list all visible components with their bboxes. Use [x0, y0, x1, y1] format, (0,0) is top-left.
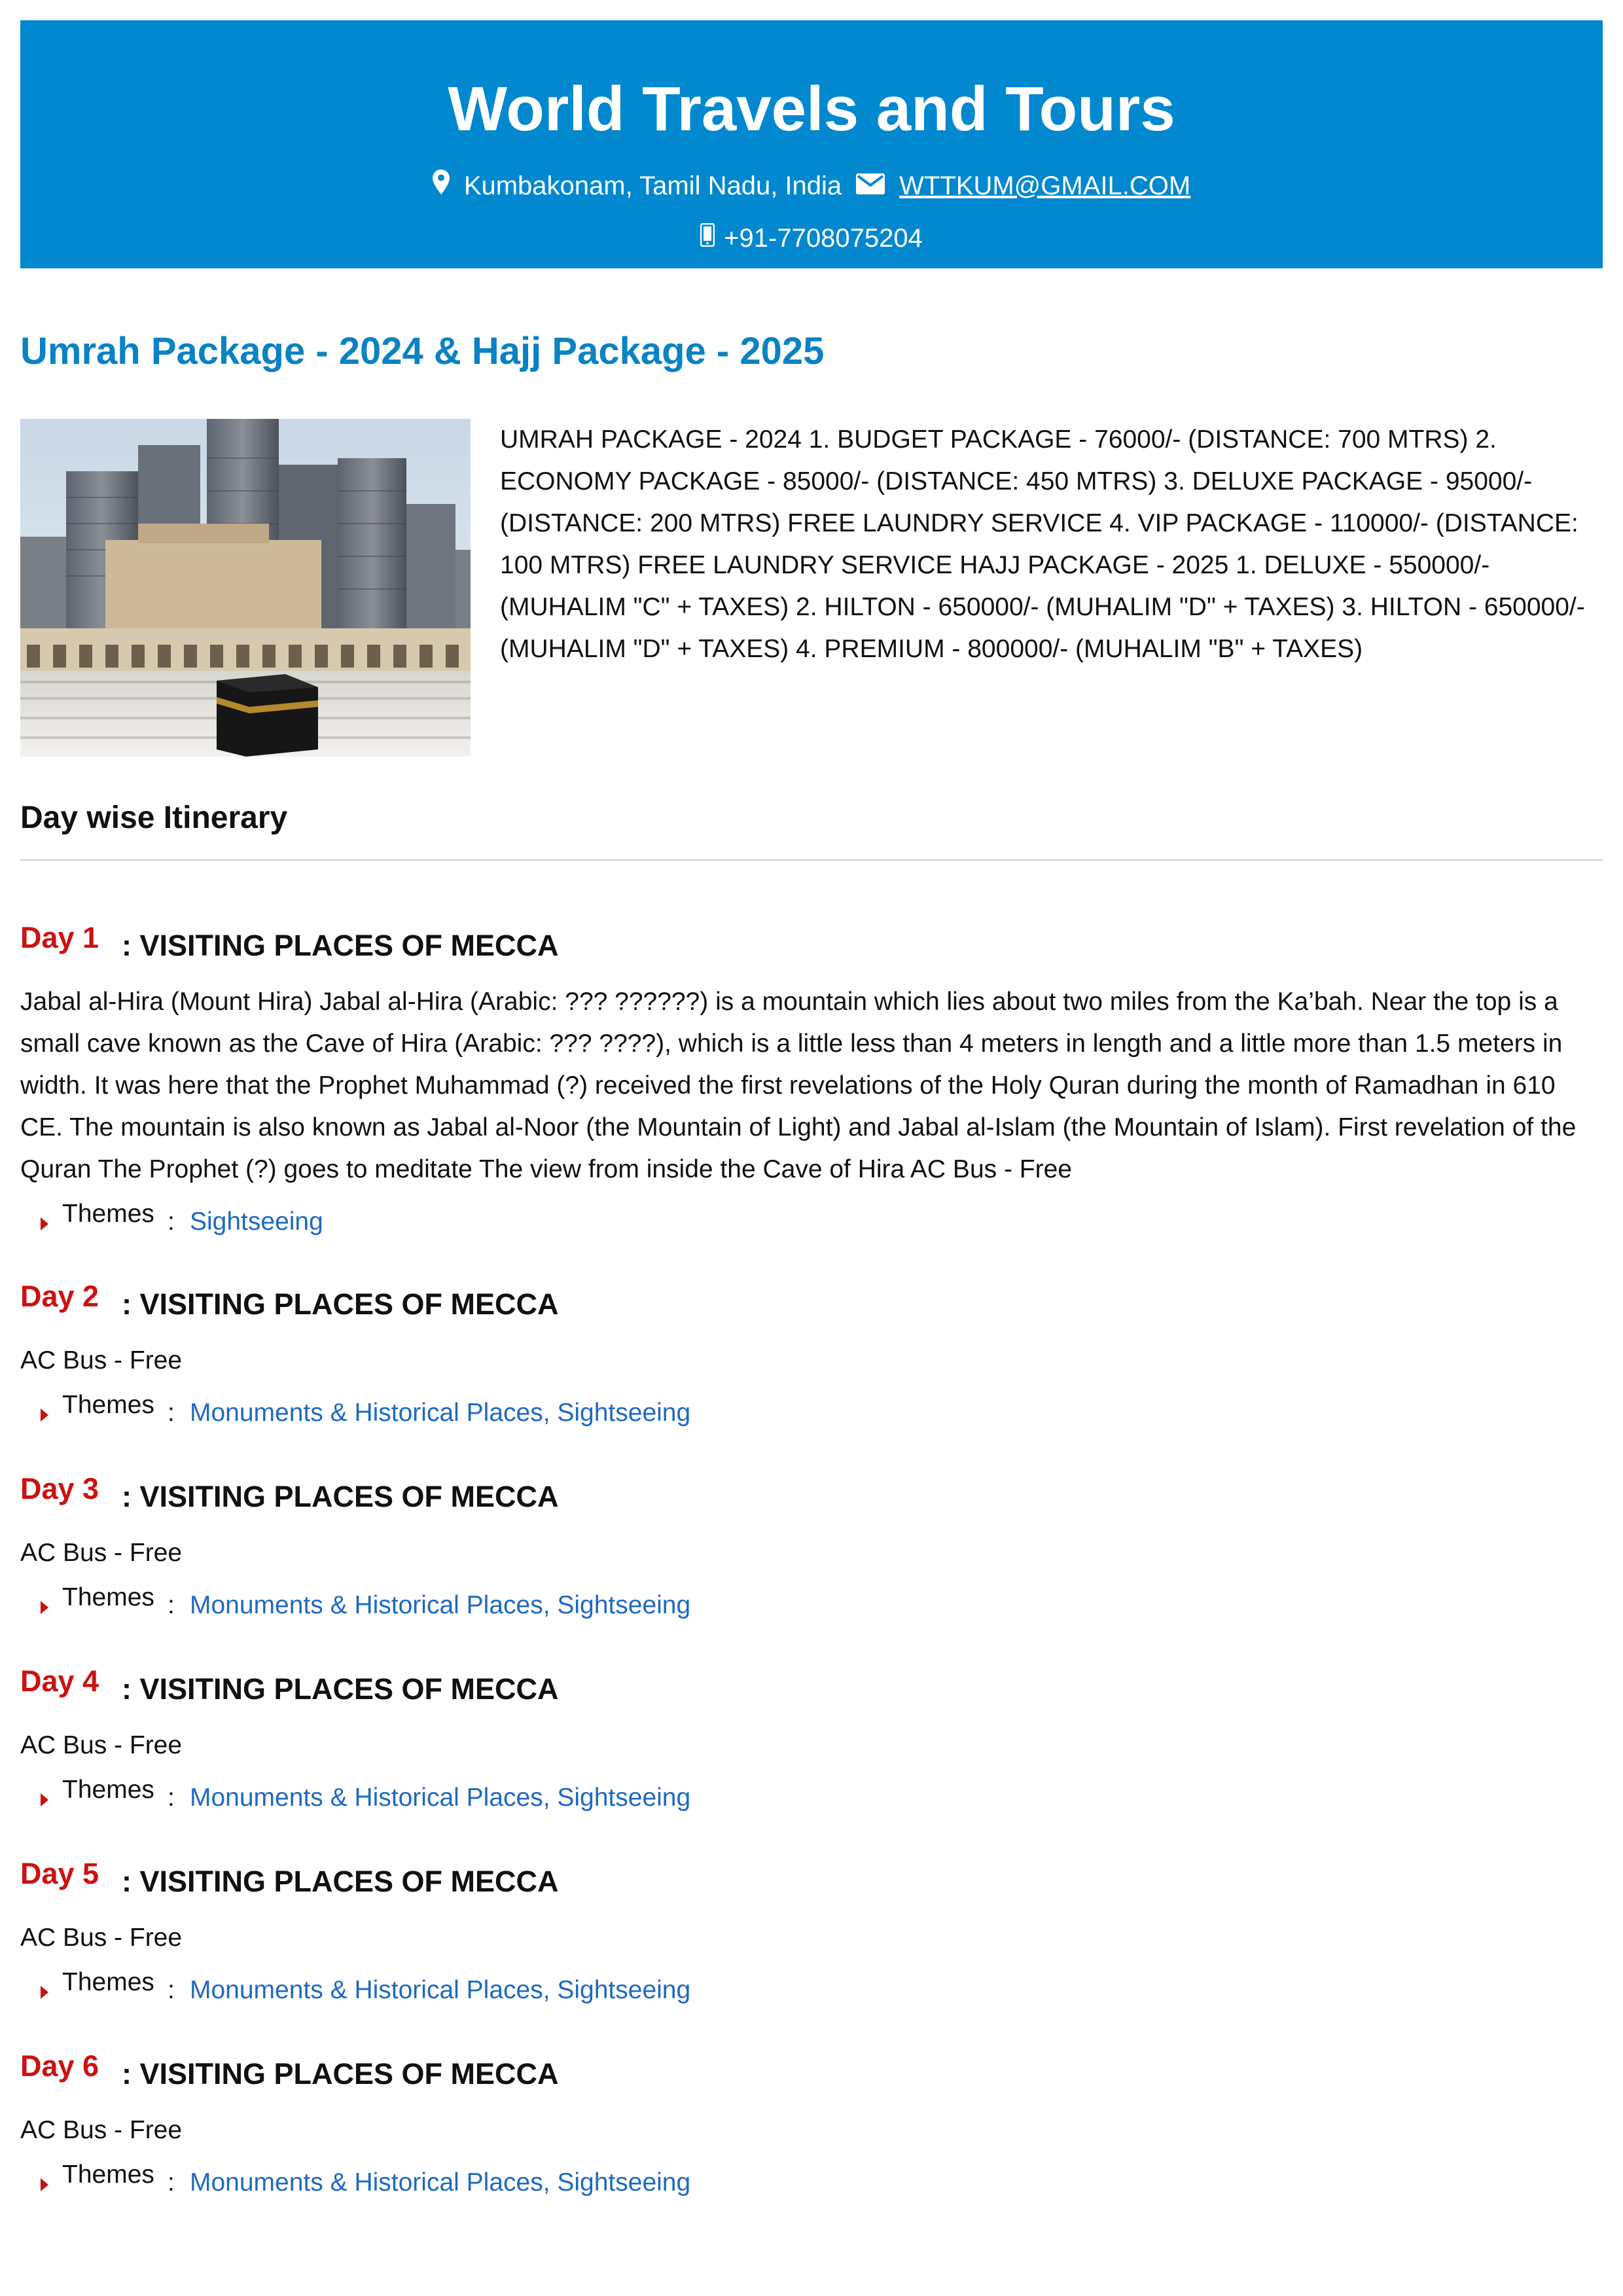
day-label: Day 6 — [20, 2049, 99, 2083]
themes-colon: : — [168, 2168, 175, 2197]
day-label: Day 1 — [20, 921, 99, 954]
divider — [20, 859, 1603, 861]
email-link[interactable]: WTTKUM@GMAIL.COM — [899, 171, 1191, 200]
themes-label: Themes — [62, 1968, 154, 1996]
site-title: World Travels and Tours — [448, 74, 1175, 144]
itinerary-day-3 — [20, 1471, 1604, 1620]
map-pin-icon — [433, 170, 450, 202]
themes-link[interactable]: Monuments & Historical Places, Sightseeing — [190, 1784, 691, 1812]
phone-text: +91-7708075204 — [724, 224, 923, 253]
day-themes — [20, 1581, 1604, 1620]
themes-label: Themes — [62, 2161, 154, 2189]
themes-label: Themes — [62, 1583, 154, 1611]
day-description: AC Bus - Free — [20, 1924, 183, 1952]
itinerary-day-4 — [20, 1663, 1604, 1812]
themes-colon: : — [168, 1208, 175, 1236]
themes-link[interactable]: Monuments & Historical Places, Sightseeing — [190, 1399, 691, 1427]
caret-right-icon — [40, 1206, 49, 1240]
themes-colon: : — [168, 1784, 175, 1812]
day-label: Day 5 — [20, 1857, 99, 1890]
package-photo-mecca — [20, 419, 471, 757]
themes-colon: : — [168, 1591, 175, 1619]
day-title: : VISITING PLACES OF MECCA — [122, 2057, 559, 2090]
day-themes — [20, 1197, 1604, 1236]
themes-colon: : — [168, 1399, 175, 1427]
day-title: : VISITING PLACES OF MECCA — [122, 1865, 559, 1898]
day-title: : VISITING PLACES OF MECCA — [122, 1672, 559, 1706]
day-label: Day 3 — [20, 1472, 99, 1505]
site-header — [20, 20, 1603, 268]
day-title: : VISITING PLACES OF MECCA — [122, 929, 559, 962]
itinerary-heading: Day wise Itinerary — [20, 800, 288, 835]
mobile-phone-icon — [700, 222, 715, 255]
day-themes — [20, 1388, 1604, 1427]
package-description: UMRAH PACKAGE - 2024 1. BUDGET PACKAGE - 76000/- (DISTANCE: 700 MTRS) 2. ECONOMY PACKAGE - 85000/- (DISTANCE: 450 MTRS) 3. DELUXE PACKAGE - 95000/- (DISTANCE: 200 MTRS) FREE LAUNDRY SERVICE 4. VIP PACKAGE - 110000/- (DISTANCE: 100 MTRS) FREE LAUNDRY SERVICE HAJJ PACKAGE - 2025 1. DELUXE - 550000/- (MUHALIM "C" + TAXES) 2. HILTON - 650000/- (MUHALIM "D" + TAXES) 3. HILTON - 650000/- (MUHALIM "D" + TAXES) 4. PREMIUM - 800000/- (MUHALIM "B" + TAXES) — [500, 425, 1585, 663]
day-description: Jabal al-Hira (Mount Hira) Jabal al-Hira (Arabic: ??? ??????) is a mountain which lies about two miles from the Ka’bah. Near the top is a small cave known as the Cave of Hira (Arabic: ??? ????), which is a little less than 4 meters in length and a little more than 1.5 meters in width. It was here that the Prophet Muhammad (?) received the first revelations of the Holy Quran during the month of Ramadhan in 610 CE. The mountain is also known as Jabal al-Noor (the Mountain of Light) and Jabal al-Islam (the Mountain of Islam). First revelation of the Quran The Prophet (?) goes to meditate The view from inside the Cave of Hira AC Bus - Free — [20, 988, 1577, 1183]
envelope-icon — [856, 170, 885, 202]
caret-right-icon — [40, 2167, 49, 2201]
itinerary-day-2 — [20, 1278, 1604, 1427]
location-text: Kumbakonam, Tamil Nadu, India — [463, 171, 842, 200]
day-description: AC Bus - Free — [20, 1731, 183, 1759]
day-description: AC Bus - Free — [20, 1539, 183, 1567]
day-description: AC Bus - Free — [20, 1346, 183, 1374]
themes-link[interactable]: Monuments & Historical Places, Sightseeing — [190, 1976, 691, 2004]
itinerary-day-5 — [20, 1856, 1604, 2005]
day-label: Day 4 — [20, 1664, 99, 1698]
themes-link[interactable]: Sightseeing — [190, 1208, 323, 1236]
day-title: : VISITING PLACES OF MECCA — [122, 1287, 559, 1321]
themes-label: Themes — [62, 1200, 154, 1228]
day-themes — [20, 2158, 1604, 2197]
day-themes — [20, 1965, 1604, 2005]
themes-link[interactable]: Monuments & Historical Places, Sightseeing — [190, 1591, 691, 1619]
themes-label: Themes — [62, 1391, 154, 1419]
caret-right-icon — [40, 1590, 49, 1624]
phone-line — [20, 222, 1603, 255]
contact-line — [20, 170, 1603, 202]
package-title: Umrah Package - 2024 & Hajj Package - 2025 — [20, 330, 825, 372]
itinerary-day-6 — [20, 2048, 1604, 2197]
day-label: Day 2 — [20, 1280, 99, 1313]
day-title: : VISITING PLACES OF MECCA — [122, 1480, 559, 1513]
themes-label: Themes — [62, 1776, 154, 1804]
themes-link[interactable]: Monuments & Historical Places, Sightseeing — [190, 2168, 691, 2197]
caret-right-icon — [40, 1397, 49, 1431]
caret-right-icon — [40, 1975, 49, 2009]
themes-colon: : — [168, 1976, 175, 2004]
day-description: AC Bus - Free — [20, 2116, 183, 2144]
caret-right-icon — [40, 1782, 49, 1816]
itinerary-day-1 — [20, 920, 1604, 1236]
day-themes — [20, 1773, 1604, 1812]
